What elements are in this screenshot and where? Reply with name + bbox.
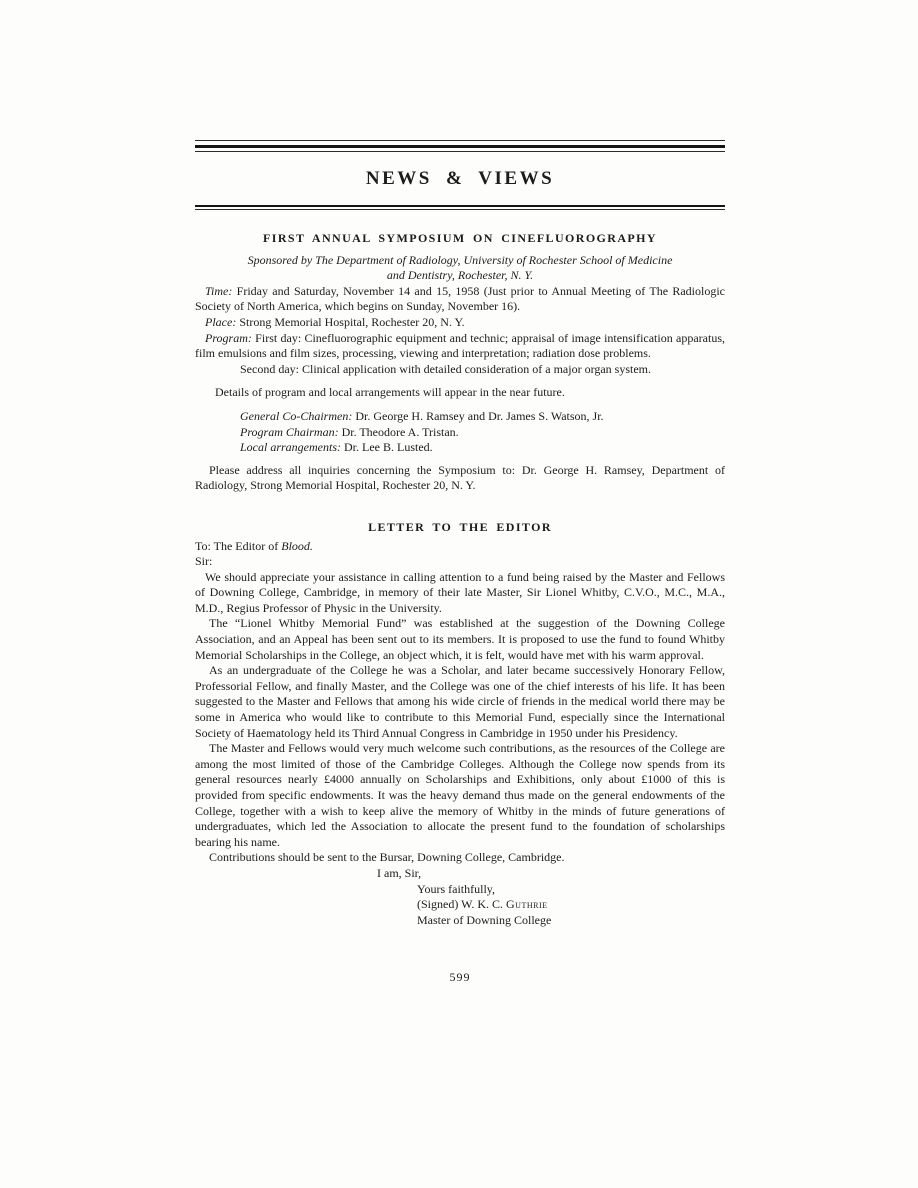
letter-closing-yours: Yours faithfully, xyxy=(417,881,496,896)
place-label: Place: xyxy=(205,314,237,329)
page-number: 599 xyxy=(449,970,471,985)
program-chairman-label: Program Chairman: xyxy=(240,424,339,439)
masthead-title: NEWS & VIEWS xyxy=(365,168,555,189)
program-chairman-line xyxy=(240,425,725,441)
signature-prefix: (Signed) W. K. C. xyxy=(417,897,507,912)
local-arrangements-text: Dr. Lee B. Lusted. xyxy=(341,440,433,455)
letter-paragraph: As an undergraduate of the College he was a Scholar, and later became successively Honorary Fellow, Professorial Fellow, and finally Master, and the College was one of the chief interests of his life. It has been suggested to the Master and Fellows that among his wide circle of friends in the medical world there may be some in America who would like to contribute to this Memorial Fund, especially since the International Society of Haematology held its Third Annual Congress in Cambridge in 1950 under his Presidency. xyxy=(195,663,725,740)
cochairmen-line xyxy=(240,409,725,425)
symposium-chairs-block xyxy=(240,409,725,456)
masthead-bottom-rule xyxy=(195,205,725,210)
rule-line xyxy=(195,209,725,210)
letter-to-line xyxy=(195,539,725,555)
letter-heading: LETTER TO THE EDITOR xyxy=(368,519,552,534)
symposium-time xyxy=(195,284,725,315)
letter-signature xyxy=(417,897,725,913)
symposium-inquiries: Please address all inquiries concerning the Symposium to: Dr. George H. Ramsey, Department of Radiology, Strong Memorial Hospital, Rochester 20, N. Y. xyxy=(195,462,725,493)
letter-closing-iam: I am, Sir, xyxy=(377,865,422,880)
symposium-heading: FIRST ANNUAL SYMPOSIUM ON CINEFLUOROGRAPHY xyxy=(263,231,657,245)
rule-line xyxy=(195,205,725,207)
letter-paragraph: The “Lionel Whitby Memorial Fund” was established at the suggestion of the Downing College Association, and an Appeal has been sent out to its members. It is proposed to use the fund to found Whitby Memorial Scholarships in the College, an object which, it is felt, would have met with his warm approval. xyxy=(195,616,725,662)
local-arrangements-label: Local arrangements: xyxy=(240,440,341,455)
local-arrangements-line xyxy=(240,440,725,456)
cochairmen-text: Dr. George H. Ramsey and Dr. James S. Watson, Jr. xyxy=(352,408,604,423)
symposium-details: Details of program and local arrangements will appear in the near future. xyxy=(215,385,565,400)
rule-line xyxy=(195,151,725,152)
time-text: Friday and Saturday, November 14 and 15, 1958 (Just prior to Annual Meeting of The Radiologic Society of North America, which begins on Sunday, November 16). xyxy=(195,283,725,314)
symposium-place xyxy=(195,315,725,331)
symposium-sponsor xyxy=(195,253,725,284)
to-prefix: To: The Editor of xyxy=(195,538,282,553)
top-triple-rule xyxy=(195,140,725,152)
signature-name: Guthrie xyxy=(506,897,548,912)
program-text: First day: Cinefluorographic equipment and technic; appraisal of image intensification apparatus, film emulsions and film sizes, processing, viewing and interpretation; radiation dose problems. xyxy=(195,330,725,361)
rule-line xyxy=(195,140,725,141)
letter-paragraph: Contributions should be sent to the Bursar, Downing College, Cambridge. xyxy=(209,850,565,865)
program-label: Program: xyxy=(205,330,252,345)
sponsor-line-2: and Dentistry, Rochester, N. Y. xyxy=(386,268,534,283)
letter-salutation: Sir: xyxy=(195,554,213,569)
letter-signature-title: Master of Downing College xyxy=(417,912,552,927)
letter-paragraph: We should appreciate your assistance in calling attention to a fund being raised by the Master and Fellows of Downing College, Cambridge, in memory of their late Master, Sir Lionel Whitby, C.V.O., M.C., M.A., M.D., Regius Professor of Physic in the University. xyxy=(195,569,725,615)
page-content xyxy=(195,0,725,986)
symposium-program xyxy=(195,331,725,362)
sponsor-line-1: Sponsored by The Department of Radiology, University of Rochester School of Medicine xyxy=(247,252,673,267)
time-label: Time: xyxy=(205,283,233,298)
letter-paragraph: The Master and Fellows would very much welcome such contributions, as the resources of the College are among the most limited of those of the Cambridge Colleges. Although the College now spends from its general resources nearly £4000 annually on Scholarships and Exhibitions, only about £1000 of this is provided from specific endowments. It was the heavy demand thus made on the general endowments of the College, together with a wish to keep alive the memory of Whitby in the minds of future generations of undergraduates, which led the Association to allocate the present fund to the foundation of scholarships bearing his name. xyxy=(195,741,725,849)
symposium-second-day: Second day: Clinical application with detailed consideration of a major organ system. xyxy=(240,361,652,376)
rule-line xyxy=(195,145,725,148)
place-text: Strong Memorial Hospital, Rochester 20, N. Y. xyxy=(236,314,465,329)
program-chairman-text: Dr. Theodore A. Tristan. xyxy=(338,424,459,439)
to-journal-name: Blood. xyxy=(281,538,313,553)
cochairmen-label: General Co-Chairmen: xyxy=(240,408,353,423)
